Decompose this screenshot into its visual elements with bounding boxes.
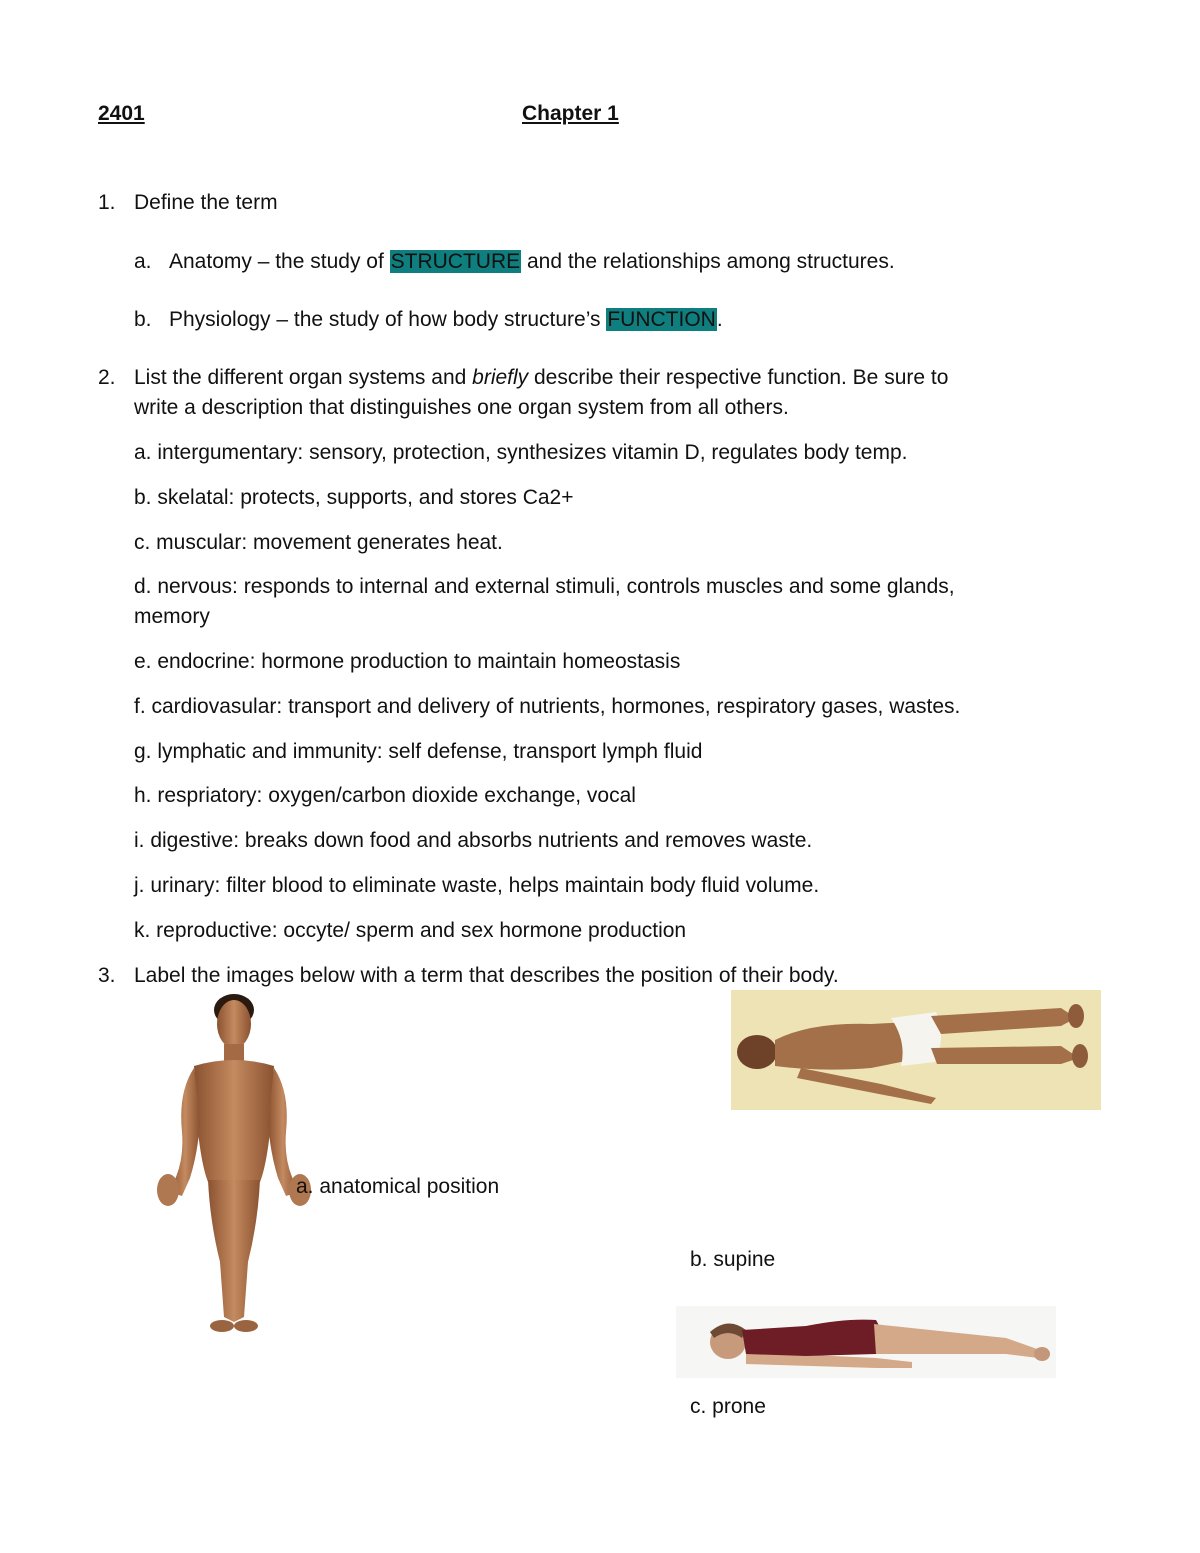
supine-figure [731, 990, 1101, 1110]
list-item: g. lymphatic and immunity: self defense, transport lymph fluid [134, 740, 703, 763]
label-anatomical-position: a. anatomical position [296, 1175, 500, 1198]
course-number: 2401 [98, 102, 145, 125]
q3-prompt: Label the images below with a term that describes the position of their body. [134, 964, 839, 987]
q1a-text-post: and the relationships among structures. [521, 250, 895, 273]
q1b-text-post: . [716, 308, 723, 331]
q2-prompt-italic: briefly [472, 366, 529, 389]
list-item: a. intergumentary: sensory, protection, synthesizes vitamin D, regulates body temp. [134, 441, 908, 464]
q1a-text [169, 250, 895, 274]
structure-highlight: STRUCTURE [390, 250, 521, 273]
list-item: j. urinary: filter blood to eliminate waste, helps maintain body fluid volume. [134, 874, 820, 897]
list-item-continuation: memory [134, 605, 210, 628]
list-item: c. muscular: movement generates heat. [134, 531, 503, 554]
label-supine: b. supine [690, 1248, 776, 1271]
prone-figure [676, 1306, 1056, 1378]
q2-prompt-pre: List the different organ systems and [134, 366, 473, 389]
list-item: k. reproductive: occyte/ sperm and sex hormone production [134, 919, 687, 942]
label-prone: c. prone [690, 1395, 766, 1418]
q1a-text-pre: Anatomy – the study of [169, 250, 390, 273]
list-item: e. endocrine: hormone production to maintain homeostasis [134, 650, 681, 673]
q2-number: 2. [98, 366, 116, 389]
list-item: i. digestive: breaks down food and absorbs nutrients and removes waste. [134, 829, 813, 852]
list-item: h. respriatory: oxygen/carbon dioxide exchange, vocal [134, 784, 636, 807]
q2-prompt-line1 [134, 366, 948, 390]
q1-number: 1. [98, 191, 116, 214]
list-item: f. cardiovasular: transport and delivery of nutrients, hormones, respiratory gases, wastes. [134, 695, 961, 718]
q2-prompt-post: describe their respective function. Be sure to [528, 366, 949, 389]
chapter-title: Chapter 1 [522, 102, 619, 125]
q1a-letter: a. [134, 250, 152, 273]
list-item: d. nervous: responds to internal and external stimuli, controls muscles and some glands, [134, 575, 955, 598]
q1b-letter: b. [134, 308, 152, 331]
q1b-text-pre: Physiology – the study of how body structure’s [169, 308, 607, 331]
q1b-text [169, 308, 723, 332]
q1-prompt: Define the term [134, 191, 278, 214]
q3-number: 3. [98, 964, 116, 987]
list-item: b. skelatal: protects, supports, and stores Ca2+ [134, 486, 574, 509]
function-highlight: FUNCTION [607, 308, 716, 331]
anatomical-position-figure [148, 992, 318, 1337]
q2-prompt-line2: write a description that distinguishes one organ system from all others. [134, 396, 789, 419]
